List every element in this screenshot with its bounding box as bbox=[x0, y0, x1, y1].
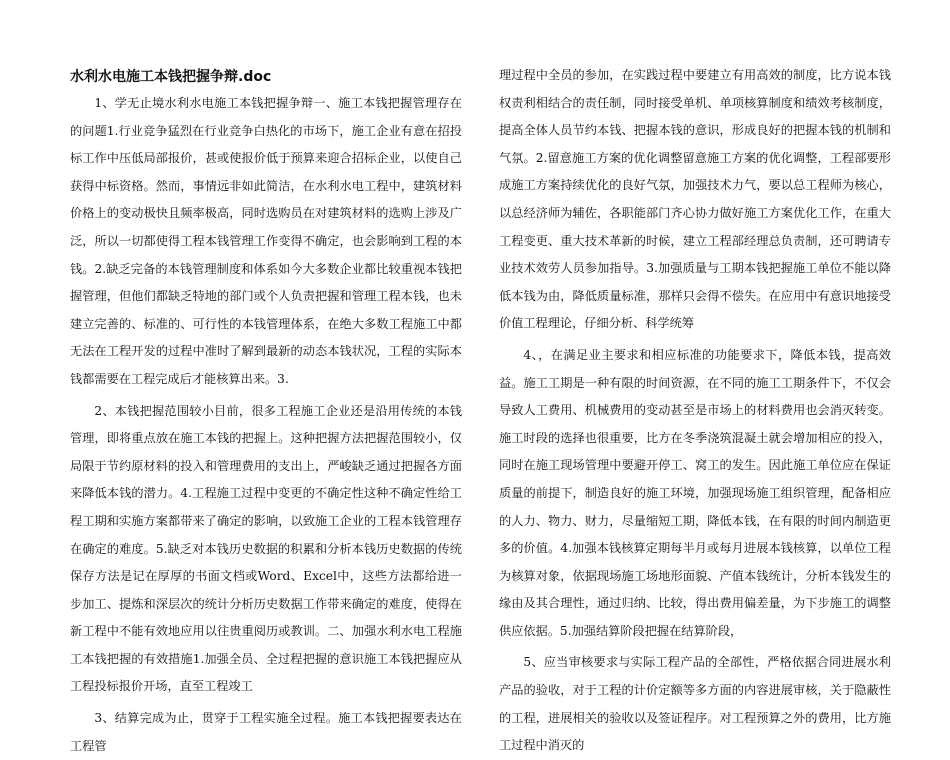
left-column bbox=[70, 66, 462, 760]
document-title: 水利水电施工本钱把握争辩.doc bbox=[70, 69, 272, 85]
paragraph: 理过程中全员的参加，在实践过程中要建立有用高效的制度，比方说本钱权责利相结合的责任制，同时接受单机、单项核算制度和绩效考核制度，提高全体人员节约本钱、把握本钱的意识，形成良好的把握本钱的机制和气氛。2.留意施工方案的优化调整留意施工方案的优化调整，工程部要形成施工方案持续优化的良好气氛，加强技术力气，要以总工程师为核心，以总经济师为辅佐，各职能部门齐心协力做好施工方案优化工作，在重大工程变更、重大技术革新的时候，建立工程部经理总负责制，还可聘请专业技术效劳人员参加指导。3.加强质量与工期本钱把握施工单位不能以降低本钱为由，降低质量标准，那样只会得不偿失。在应用中有意识地接受价值工程理论，仔细分析、科学统筹 bbox=[499, 68, 891, 331]
paragraph: 1、学无止境水利水电施工本钱把握争辩一、施工本钱把握管理存在的问题1.行业竞争猛烈在行业竞争白热化的市场下，施工企业有意在招投标工作中压低局部报价，甚或使报价低于预算来迎合招标企业，以使自己获得中标资格。然而，事情远非如此简洁，在水利水电工程中，建筑材料价格上的变动极快且频率极高，同时选购员在对建筑材料的选购上涉及广泛，所以一切都使得工程本钱管理工作变得不确定，也会影响到工程的本钱。2.缺乏完备的本钱管理制度和体系如今大多数企业都比较重视本钱把握管理，但他们都缺乏特地的部门或个人负责把握和管理工程本钱，也未建立完善的、标准的、可行性的本钱管理体系，在绝大多数工程施工中都无法在工程开发的过程中准时了解到最新的动态本钱状况，工程的实际本钱都需要在工程完成后才能核算出来。3. bbox=[70, 96, 462, 386]
paragraph: 2、本钱把握范围较小目前，很多工程施工企业还是沿用传统的本钱管理，即将重点放在施工本钱的把握上。这种把握方法把握范围较小，仅局限于节约原材料的投入和管理费用的支出上，严峻缺乏通过把握各方面来降低本钱的潜力。4.工程施工过程中变更的不确定性这种不确定性给工程工期和实施方案都带来了确定的影响，以致施工企业的工程本钱管理存在确定的难度。5.缺乏对本钱历史数据的积累和分析本钱历史数据的传统保存方法是记在厚厚的书面文档或Word、Excel中，这些方法都给进一步加工、提炼和深层次的统计分析历史数据工作带来确定的难度，使得在新工程中不能有效地应用以往贵重阅历或教训。二、加强水利水电工程施工本钱把握的有效措施1.加强全员、全过程把握的意识施工本钱把握应从工程投标报价开场，直至工程竣工 bbox=[70, 403, 462, 694]
right-column bbox=[499, 62, 891, 760]
paragraph: 3、结算完成为止，贯穿于工程实施全过程。施工本钱把握要表达在工程管 bbox=[70, 711, 462, 753]
paragraph: 4、，在满足业主要求和相应标准的功能要求下，降低本钱，提高效益。施工工期是一种有限的时间资源，在不同的施工工期条件下，不仅会导致人工费用、机械费用的变动甚至是市场上的材料费用也会消灭转变。施工时段的选择也很重要，比方在冬季浇筑混凝土就会增加相应的投入，同时在施工现场管理中要避开停工、窝工的发生。因此施工单位应在保证质量的前提下，制造良好的施工环境，加强现场施工组织管理，配备相应的人力、物力、财力，尽量缩短工期，降低本钱，在有限的时间内制造更多的价值。4.加强本钱核算定期每半月或每月进展本钱核算，以单位工程为核算对象，依据现场施工场地形面貌、产值本钱统计，分析本钱发生的缘由及其合理性，通过归纳、比较，得出费用偏差量，为下步施工的调整供应依据。5.加强结算阶段把握在结算阶段， bbox=[499, 347, 891, 638]
paragraph: 5、应当审核要求与实际工程产品的全部性，严格依据合同进展水利产品的验收，对于工程的计价定额等多方面的内容进展审核，关于隐蔽性的工程，进展相关的验收以及签证程序。对工程预算之外的费用，比方施工过程中消灭的 bbox=[499, 655, 891, 753]
